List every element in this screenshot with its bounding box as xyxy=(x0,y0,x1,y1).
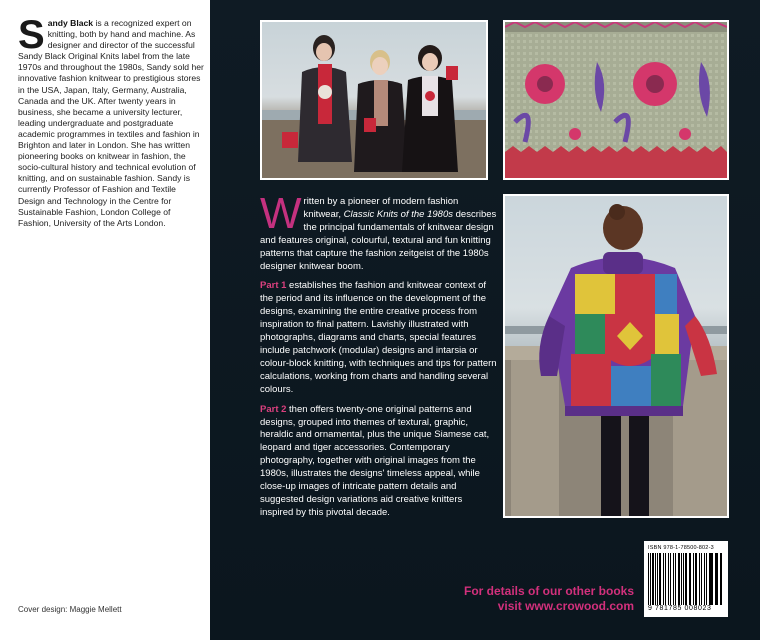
part2-label: Part 2 xyxy=(260,403,287,415)
blurb-part1: Part 1 establishes the fashion and knitwear context of the period and its influence on the development of the designs, examining the entire creative process from inspiration to final pattern. Lavishly illustrated with photographs, diagrams and charts, special features include patchwork (modular) designs and intarsia or colour-block knitting, with techniques and tips for pattern calculations, working from charts and handling several colours. xyxy=(260,280,497,395)
blurb-part2: Part 2 then offers twenty-one original patterns and designs, grouped into themes of textural, graphic, heraldic and ornamental, plus the unique Siamese cat, leopard and tiger accessories. Contemporary photography, together with original images from the 1980s, illustrates the designs' timeless appeal, while close-up images of intricate pattern details and suggested design variations aid creative knitters inspired by this pivotal decade. xyxy=(260,403,490,518)
sweater-illustration xyxy=(505,196,727,516)
barcode-bar xyxy=(648,553,649,605)
book-title: Classic Knits of the 1980s xyxy=(343,208,453,220)
barcode-bar xyxy=(721,553,722,605)
knit-pattern-photo xyxy=(503,20,729,180)
barcode-bar xyxy=(706,553,707,605)
barcode-bar xyxy=(673,553,674,605)
blurb-dropcap: W xyxy=(260,189,302,238)
barcode-bar xyxy=(716,553,717,605)
back-cover-blurb xyxy=(260,189,498,527)
barcode-bar xyxy=(710,553,712,605)
isbn-label: ISBN 978-1-78500-802-3 xyxy=(648,545,714,551)
barcode-bar xyxy=(701,553,702,605)
barcode-bar xyxy=(690,553,691,605)
barcode-bar xyxy=(665,553,666,605)
author-name: andy Black xyxy=(47,18,94,28)
barcode-bar xyxy=(704,553,705,605)
barcode-bar xyxy=(699,553,700,605)
barcode-bar xyxy=(668,553,669,605)
barcode-bar xyxy=(657,553,658,605)
barcode-bar xyxy=(650,553,651,605)
models-photo xyxy=(260,20,488,180)
barcode-bar xyxy=(695,553,697,605)
barcode-bar xyxy=(689,553,690,605)
cover-credit: Cover design: Maggie Mellett xyxy=(18,605,122,614)
barcode-bar xyxy=(678,553,680,605)
isbn-barcode xyxy=(644,541,728,617)
barcode-bar xyxy=(675,553,676,605)
author-bio xyxy=(18,13,204,229)
blurb-intro: Written by a pioneer of modern fashion knitwear, Classic Knits of the 1980s describes the principal fundamentals of knitwear design and features original, colourful, textural and fun knitting patterns that capture the fashion zeitgeist of the 1980s designer knitwear boom. xyxy=(260,189,497,272)
info-line-1: For details of our other books xyxy=(463,584,634,598)
barcode-bar xyxy=(652,553,653,605)
barcode-bar xyxy=(655,553,656,605)
sweater-photo xyxy=(503,194,729,518)
barcode-bar xyxy=(685,553,686,605)
publisher-info xyxy=(416,584,634,614)
models-illustration xyxy=(262,22,486,178)
barcode-bar xyxy=(715,553,716,605)
barcode-bar xyxy=(683,553,684,605)
barcode-bars xyxy=(648,553,724,605)
bio-text: is a recognized expert on knitting, both by hand and machine. As designer and director of the successful Sandy Black Original Knits label from the late 1970s and throughout the 1980s, Sandy sold her innovative fashion knitwear to prestigious stores in the USA, Japan, Italy, Germany, Australia, Canada and the UK. After twenty years in business, she became a university lecturer, leading undergraduate and postgraduate academic programmes in textiles and fashion in Brighton and later in London. She has written pioneering books on knitwear in fashion, the socio-cultural history and technical evolution of knitting, and on sustainable fashion. Sandy is currently Professor of Fashion and Textile Design and Technology in the Centre for Sustainable Fashion, London College of Fashion, University of the Arts London. xyxy=(18,18,204,228)
barcode-bar xyxy=(663,553,664,605)
isbn-number: 9 781785 008023 xyxy=(648,605,712,612)
barcode-bar xyxy=(720,553,721,605)
bio-dropcap: S xyxy=(18,13,45,57)
fairisle-illustration xyxy=(505,22,727,178)
author-flap xyxy=(0,0,210,640)
barcode-bar xyxy=(659,553,661,605)
website-link[interactable]: visit www.crowood.com xyxy=(497,599,634,613)
barcode-bar xyxy=(670,553,671,605)
part1-label: Part 1 xyxy=(260,280,287,292)
barcode-bar xyxy=(681,553,682,605)
barcode-bar xyxy=(709,553,710,605)
barcode-bar xyxy=(693,553,694,605)
